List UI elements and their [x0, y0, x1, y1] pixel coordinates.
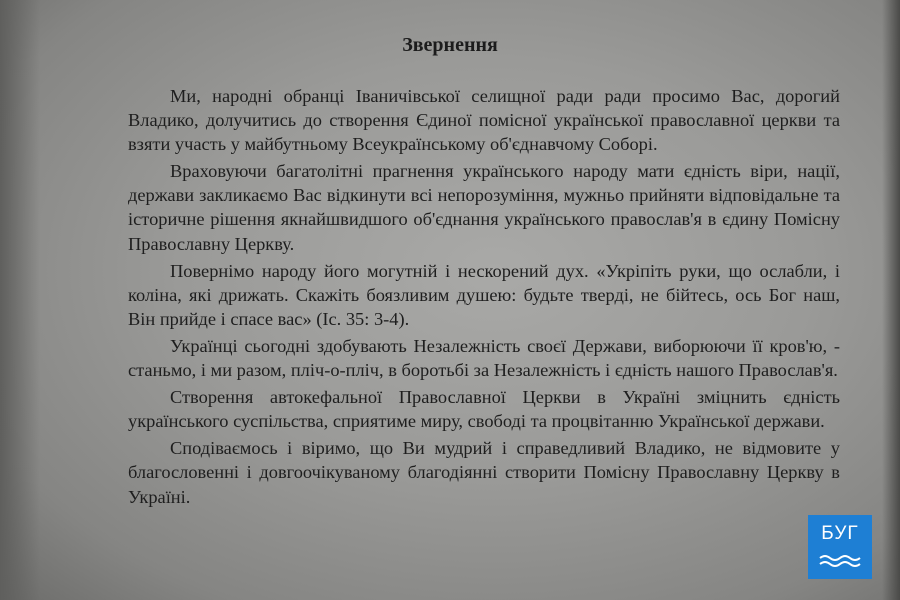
paragraph-autocephaly: Створення автокефальної Православної Церкви в Україні зміцнить єдність українського суспільства, сприятиме миру, свободі та процвітанню Української держави. [128, 387, 840, 432]
paragraph-hope: Сподіваємось і віримо, що Ви мудрий і справедливий Владико, не відмовите у благословенні і довгоочікуваному благодіянні створити Помісну Православну Церкву в Україні. [128, 438, 840, 507]
logo-text: БУГ [821, 523, 859, 544]
paragraph-request: Ми, народні обранці Іваничівської селищної ради ради просимо Вас, дорогий Владико, долучитись до створення Єдиної помісної української православної церкви та взяти участь у майбутньому Всеукраїнському об'єднавчому Соборі. [128, 86, 840, 155]
paragraph-unity-appeal: Враховуючи багатолітні прагнення українського народу мати єдність віри, нації, держави закликаємо Вас відкинути всі непорозуміння, мужньо прийняти відповідальне та історичне рішення якнайшвидшого об'єднання українського православ'я в єдину Помісну Православну Церкву. [128, 161, 840, 254]
paragraph-scripture-quote: Повернімо народу його могутній і нескорений дух. «Укріпіть руки, що ослабли, і коліна, які дрижать. Скажіть боязливим душею: будьте тверді, не бійтесь, ось Бог наш, Він прийде і спасе вас» (Іс. 35: 3-4). [128, 260, 840, 329]
wave-icon [818, 553, 862, 571]
document-body [128, 84, 840, 512]
paragraph-independence: Українці сьогодні здобувають Незалежність своєї Держави, виборюючи її кров'ю, - станьмо, і ми разом, пліч-о-пліч, в боротьбі за Незалежність і єдність нашого Православ'я. [128, 335, 840, 381]
paper-shadow-right [882, 0, 900, 600]
document-title: Звернення [402, 34, 498, 56]
paper-shadow-left [0, 0, 40, 600]
bug-logo [808, 515, 872, 579]
